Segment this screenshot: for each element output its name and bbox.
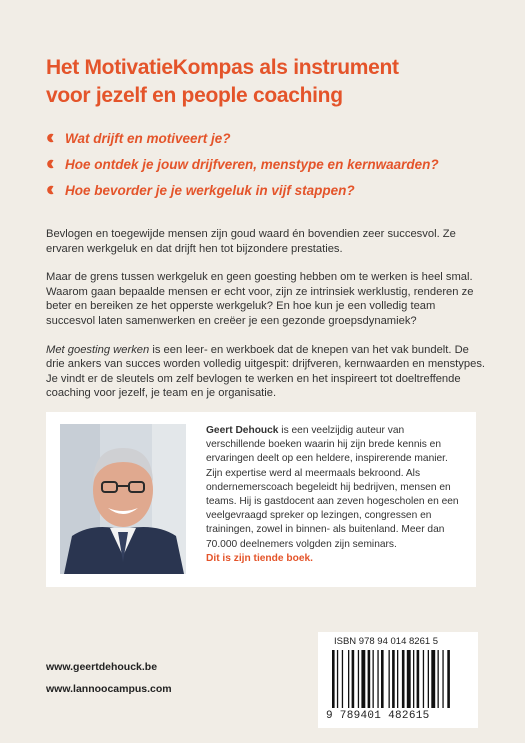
barcode-digits: 9 789401 482615	[326, 710, 430, 722]
barcode-area	[318, 632, 478, 728]
question-list	[46, 126, 486, 204]
author-photo	[60, 424, 186, 574]
isbn-label: ISBN 978 94 014 8261 5	[334, 636, 439, 647]
question-item	[46, 126, 486, 150]
publisher-website-link[interactable]: www.lannoocampus.com	[46, 683, 172, 695]
barcode-bars	[332, 650, 466, 708]
title-line-1: Het MotivatieKompas als instrument	[46, 56, 399, 79]
question-item	[46, 178, 486, 202]
blurb-paragraph-1: Bevlogen en toegewijde mensen zijn goud waard én bovendien zeer succesvol. Ze ervaren werkgeluk en dat drijft hen tot bijzondere prestaties.	[46, 228, 456, 255]
blurb-paragraph-3-rest: is een leer- en werkboek dat de knepen van het vak bundelt. De drie ankers van succes worden volledig uitgespit: drijfveren, kernwaarden en menstypes. Je vindt er de sleutels om zelf bevlogen te werken en het inspireert tot doeltreffende coaching voor jezelf, je team en je organisatie.	[46, 343, 486, 400]
author-bio	[206, 424, 466, 566]
half-moon-bullet-icon	[46, 185, 56, 195]
question-text: Hoe bevorder je je werkgeluk in vijf stappen?	[65, 182, 355, 198]
question-item	[46, 152, 486, 176]
blurb-paragraph-2: Maar de grens tussen werkgeluk en geen goesting hebben om te werken is heel smal. Waarom gaan bepaalde mensen er echt voor, zijn ze intrinsiek werklustig, renderen ze beter en bereiken ze het opperste werkgeluk? En hoe kun je een volledig team succesvol laten samenwerken en creëer je een gezonde groepsdynamiek?	[46, 271, 474, 327]
author-closing: Dit is zijn tiende boek.	[206, 552, 313, 564]
question-text: Wat drijft en motiveert je?	[65, 130, 231, 146]
website-links	[46, 656, 172, 700]
half-moon-bullet-icon	[46, 159, 56, 169]
author-name: Geert Dehouck	[206, 425, 279, 436]
back-cover-title	[46, 54, 486, 110]
blurb-paragraph-3	[46, 343, 486, 401]
question-text: Hoe ontdek je jouw drijfveren, menstype en kernwaarden?	[65, 156, 439, 172]
blurb-text	[46, 227, 486, 415]
book-title-italic: Met goesting werken	[46, 343, 150, 356]
author-bio-text: is een veelzijdig auteur van verschillende boeken waarin hij zijn brede kennis en ervaringen deelt op een heldere, inspirerende manier. Zijn expertise werd al meermaals bekroond. Als ondernemerscoach begeleidt hij bedrijven, mensen en teams. Hij is gastdocent aan zeven hogescholen en een veelgevraagd spreker op lezingen, congressen en trainingen, zowel in binnen- als buitenland. Meer dan 70.000 deelnemers volgden zijn seminars.	[206, 425, 459, 550]
title-line-2: voor jezelf en people coaching	[46, 84, 343, 107]
author-card	[46, 412, 476, 587]
author-website-link[interactable]: www.geertdehouck.be	[46, 661, 158, 673]
half-moon-bullet-icon	[46, 133, 56, 143]
